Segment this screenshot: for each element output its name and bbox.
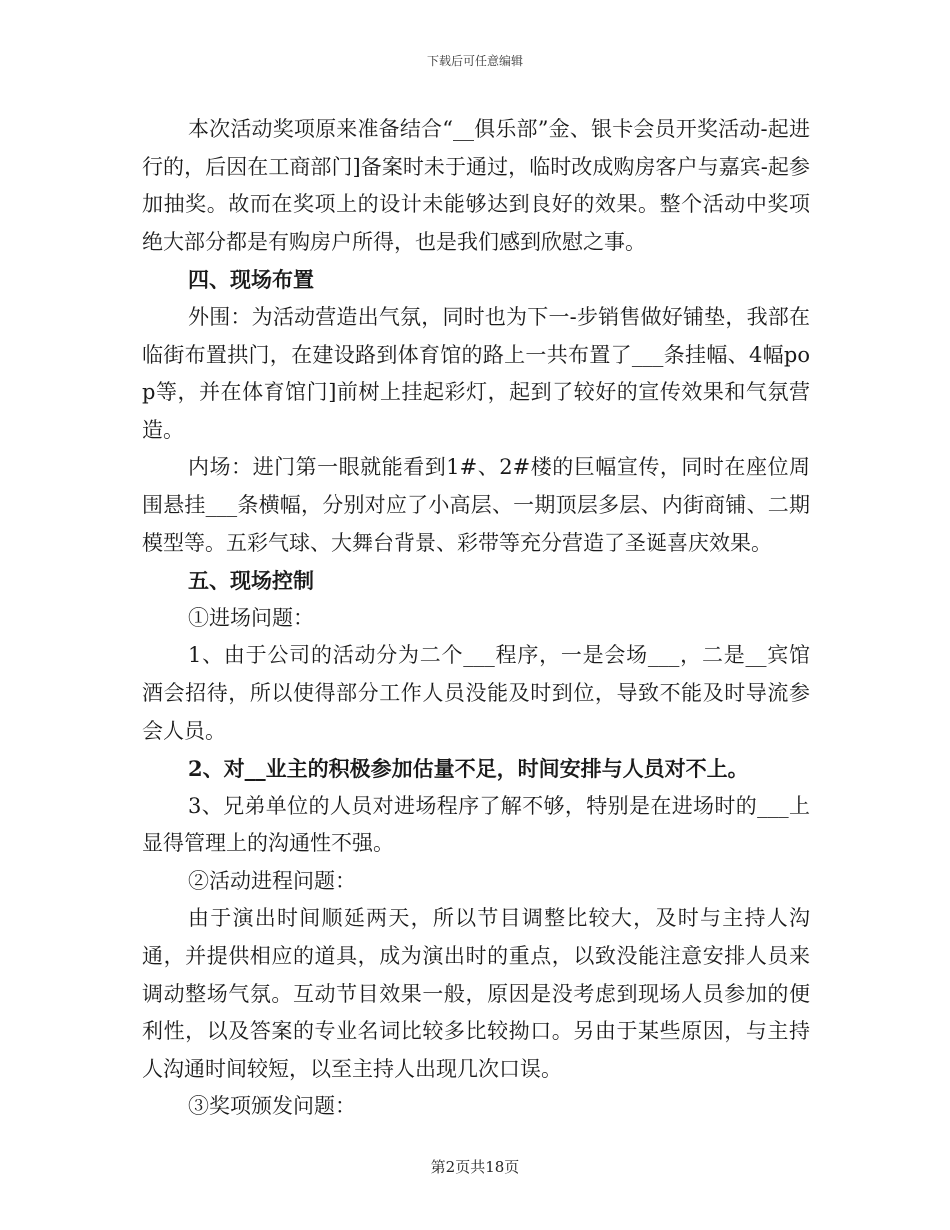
paragraph-entry-issue-3: 3、兄弟单位的人员对进场程序了解不够，特别是在进场时的___上显得管理上的沟通性不强。 <box>142 793 810 856</box>
paragraph-process-issues: 由于演出时间顺延两天，所以节目调整比较大，及时与主持人沟通，并提供相应的道具，成为演出时的重点，以致没能注意安排人员来调动整场气氛。互动节目效果一般，原因是没考虑到现场人员参加的便利性，以及答案的专业名词比较多比较拗口。另由于某些原因，与主持人沟通时间较短，以至主持人出现几次口误。 <box>142 906 810 1081</box>
paragraph-entry-issue-2: 2、对__业主的积极参加估量不足，时间安排与人员对不上。 <box>188 756 749 782</box>
section-heading-site-control: 五、现场控制 <box>188 568 314 594</box>
subheading-process-issues: ②活动进程问题： <box>188 868 356 893</box>
paragraph-outdoor-layout: 外围：为活动营造出气氛，同时也为下一-步销售做好铺垫，我部在临街布置拱门，在建设路到体育馆的路上一共布置了___条挂幅、4幅pop等，并在体育馆门]前树上挂起彩灯，起到了较好的宣传效果和气氛营造。 <box>142 304 810 442</box>
page-header: 下载后可任意编辑 <box>426 54 523 68</box>
document-body <box>142 111 810 1126</box>
subheading-entry-issues: ①进场问题： <box>188 605 314 630</box>
paragraph-indoor-layout: 内场：进门第一眼就能看到1#、2#楼的巨幅宣传，同时在座位周围悬挂___条横幅，分别对应了小高层、一期顶层多层、内街商铺、二期模型等。五彩气球、大舞台背景、彩带等充分营造了圣诞喜庆效果。 <box>142 455 810 555</box>
subheading-award-issues: ③奖项颁发问题： <box>188 1094 356 1119</box>
paragraph-prize-plan: 本次活动奖项原来准备结合“__俱乐部”金、银卡会员开奖活动-起进行的，后因在工商部门]备案时未于通过，临时改成购房客户与嘉宾-起参加抽奖。故而在奖项上的设计未能够达到良好的效果。整个活动中奖项绝大部分都是有购房户所得，也是我们感到欣慰之事。 <box>142 117 810 254</box>
page-footer: 第2页共18页 <box>430 1158 520 1176</box>
paragraph-entry-issue-1: 1、由于公司的活动分为二个___程序，一是会场___，二是__宾馆酒会招待，所以使得部分工作人员没能及时到位，导致不能及时导流参会人员。 <box>142 643 810 743</box>
section-heading-site-layout: 四、现场布置 <box>188 267 314 293</box>
